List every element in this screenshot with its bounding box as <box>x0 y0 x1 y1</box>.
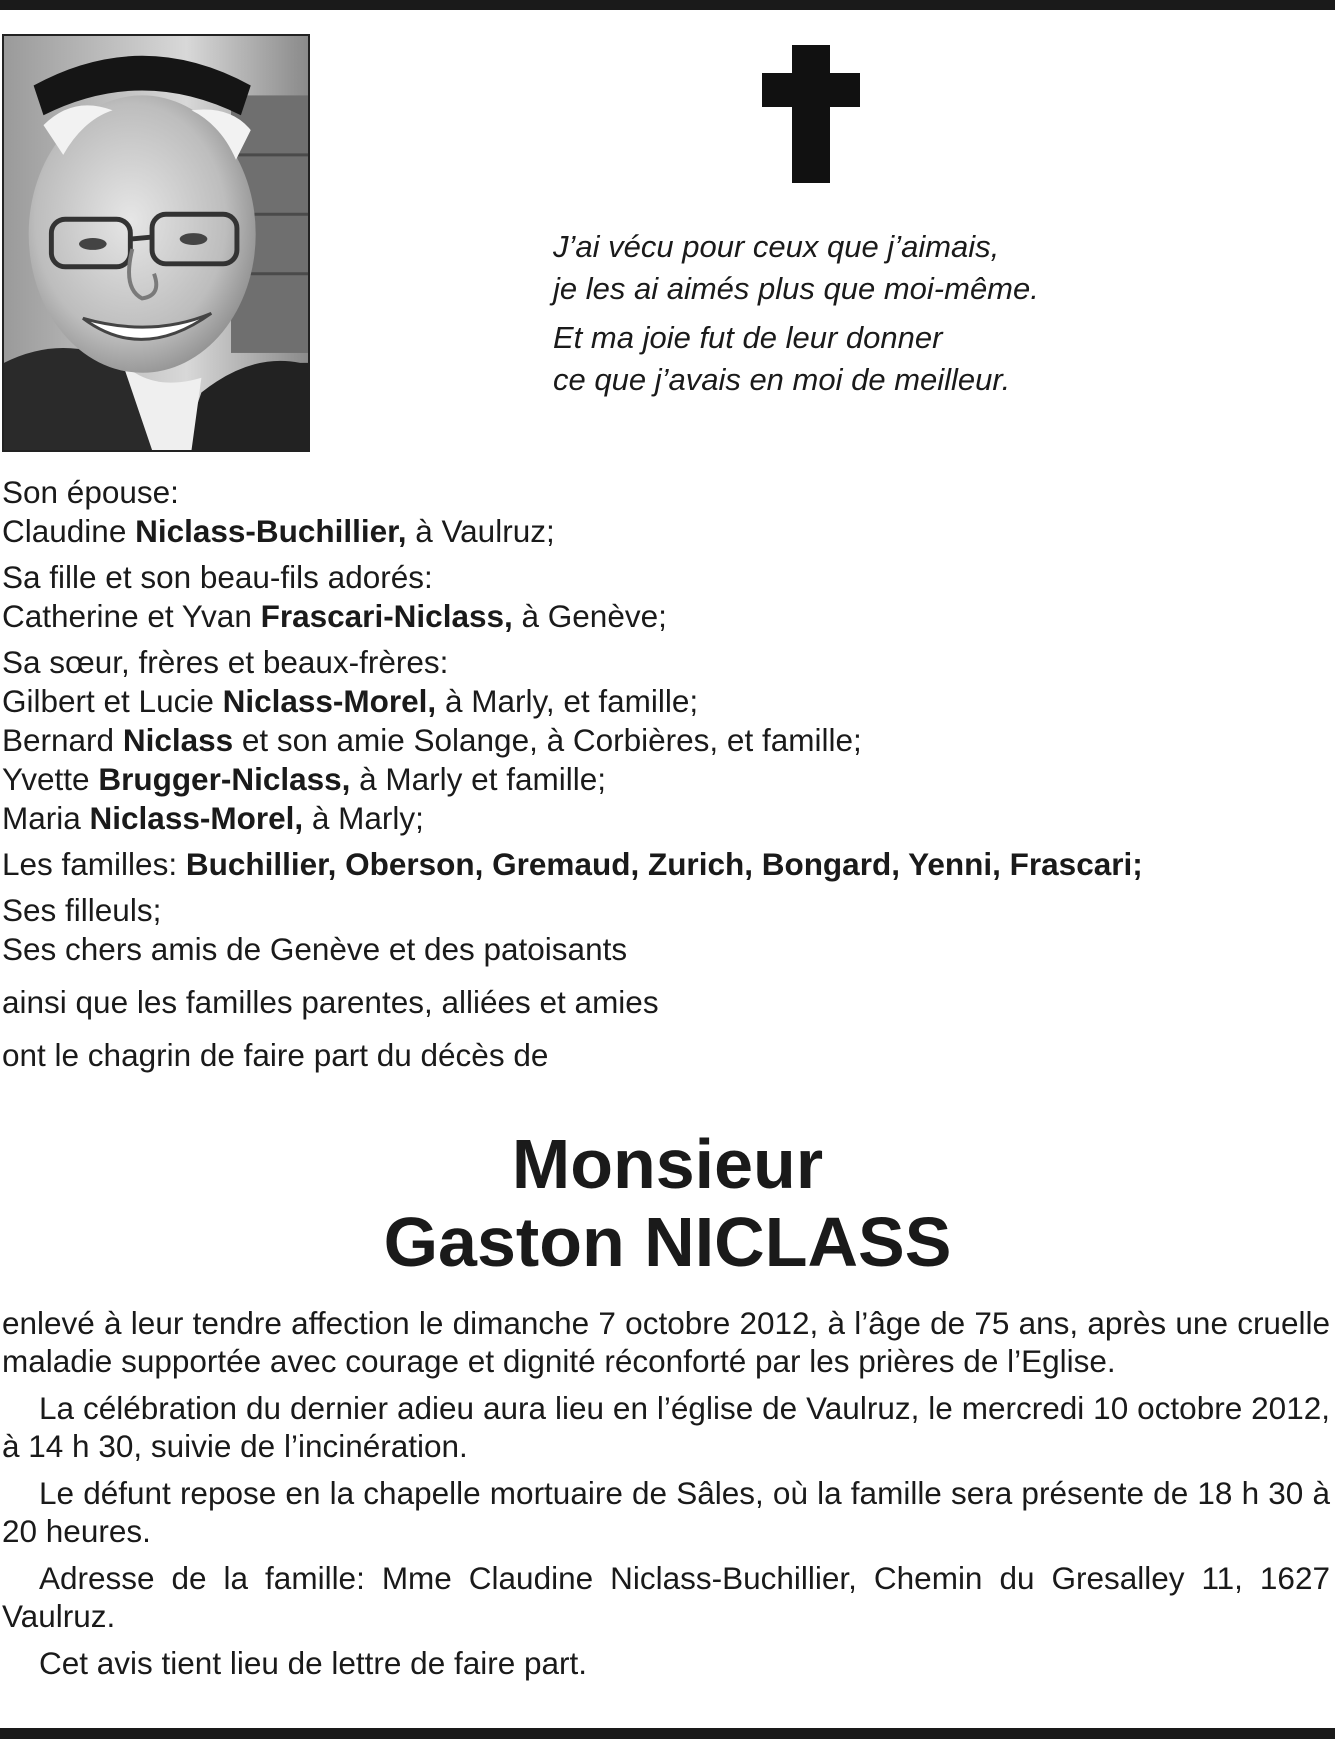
name-prefix: Catherine et Yvan <box>2 598 261 634</box>
body-paragraph: La célébration du dernier adieu aura lieu en l’église de Vaulruz, le mercredi 10 octobre 2012, à 14 h 30, suivie de l’incinération. <box>2 1390 1330 1464</box>
name-suffix: à Genève; <box>512 598 667 634</box>
siblings-heading: Sa sœur, frères et beaux-frères: <box>2 644 449 680</box>
name-suffix: à Marly et famille; <box>350 761 606 797</box>
sibling-line <box>2 682 1322 721</box>
sibling-line <box>2 760 1322 799</box>
families-label: Les familles: <box>2 846 186 882</box>
name-prefix: Claudine <box>2 513 136 549</box>
daughter-block <box>2 558 1322 636</box>
godchildren-line: Ses filleuls; <box>2 892 162 928</box>
families-line <box>2 845 1322 884</box>
family-name: Frascari-Niclass, <box>260 598 513 634</box>
closing-line: ainsi que les familles parentes, alliées et amies <box>2 984 659 1020</box>
sibling-line <box>2 799 1322 838</box>
poem <box>553 226 1193 401</box>
name-suffix: à Marly; <box>303 800 424 836</box>
name-suffix: à Vaulruz; <box>406 513 555 549</box>
name-suffix: à Marly, et famille; <box>436 683 699 719</box>
top-border-rule <box>0 0 1335 10</box>
name-suffix: et son amie Solange, à Corbières, et famille; <box>233 722 862 758</box>
closing-line: ont le chagrin de faire part du décès de <box>2 1037 549 1073</box>
poem-stanza-2 <box>553 317 1193 401</box>
name-prefix: Yvette <box>2 761 99 797</box>
name-prefix: Bernard <box>2 722 123 758</box>
family-name: Brugger-Niclass, <box>98 761 351 797</box>
family-name: Niclass-Buchillier, <box>135 513 407 549</box>
portrait-photo <box>2 34 310 452</box>
body-paragraph: Adresse de la famille: Mme Claudine Niclass-Buchillier, Chemin du Gresalley 11, 1627 Vaulruz. <box>2 1560 1330 1634</box>
poem-stanza-1 <box>553 226 1193 310</box>
deceased-honorific: Monsieur <box>511 1125 824 1203</box>
body-paragraph: Cet avis tient lieu de lettre de faire part. <box>39 1645 588 1681</box>
family-list <box>2 473 1322 1089</box>
siblings-block <box>2 643 1322 838</box>
latin-cross-icon <box>762 45 860 183</box>
portrait-photo-icon <box>4 36 308 450</box>
spouse-block <box>2 473 1322 551</box>
spouse-line <box>2 512 1322 551</box>
closing-line: Ses chers amis de Genève et des patoisants <box>2 931 628 967</box>
family-name: Niclass <box>122 722 234 758</box>
poem-line: J’ai vécu pour ceux que j’aimais, <box>553 229 1000 264</box>
spouse-heading: Son épouse: <box>2 474 179 510</box>
daughter-heading: Sa fille et son beau-fils adorés: <box>2 559 433 595</box>
name-prefix: Gilbert et Lucie <box>2 683 223 719</box>
poem-line: je les ai aimés plus que moi-même. <box>553 271 1039 306</box>
family-name: Niclass-Morel, <box>222 683 437 719</box>
notice-body <box>2 1304 1330 1691</box>
body-paragraph: enlevé à leur tendre affection le dimanche 7 octobre 2012, à l’âge de 75 ans, après une cruelle maladie supportée avec courage et dignité réconforté par les prières de l’Eglise. <box>2 1305 1330 1379</box>
daughter-line <box>2 597 1322 636</box>
poem-line: Et ma joie fut de leur donner <box>553 320 943 355</box>
sibling-line <box>2 721 1322 760</box>
name-prefix: Maria <box>2 800 90 836</box>
families-block <box>2 845 1322 884</box>
closing-block <box>2 891 1322 1075</box>
deceased-title <box>0 1124 1335 1282</box>
body-paragraph: Le défunt repose en la chapelle mortuaire de Sâles, où la famille sera présente de 18 h 30 à 20 heures. <box>2 1475 1330 1549</box>
deceased-name: Gaston NICLASS <box>383 1203 952 1281</box>
family-name: Niclass-Morel, <box>89 800 304 836</box>
families-names: Buchillier, Oberson, Gremaud, Zurich, Bongard, Yenni, Frascari; <box>185 846 1143 882</box>
poem-line: ce que j’avais en moi de meilleur. <box>553 362 1011 397</box>
bottom-border-rule <box>0 1728 1335 1739</box>
